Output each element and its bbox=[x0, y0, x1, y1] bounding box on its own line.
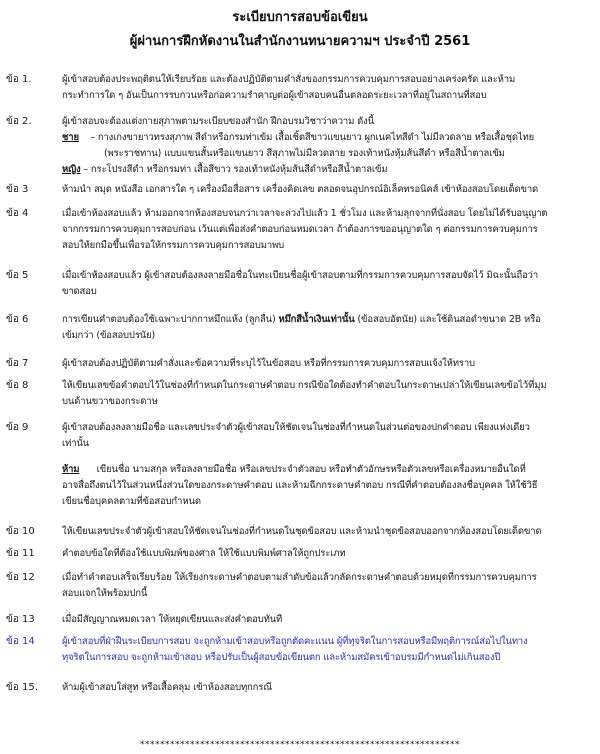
male-label: ชาย bbox=[62, 132, 79, 143]
rule-14-text bbox=[62, 634, 590, 666]
rule-10-label: ข้อ 10 bbox=[6, 526, 35, 537]
rule-3-text bbox=[62, 182, 590, 198]
rule-6-bold: หมึกสีน้ำเงินเท่านั้น bbox=[278, 314, 355, 325]
rule-5-label: ข้อ 5 bbox=[6, 270, 29, 281]
rule-2-male-line-2: (พระราชทาน) แบบแขนสั้นหรือแขนยาว สีสุภาพไม่มีลวดลาย รองเท้าหนังหุ้มส้นสีดำ หรือสีน้ำตาลเข้ม bbox=[104, 148, 505, 159]
rule-9-label: ข้อ 9 bbox=[6, 422, 29, 433]
rule-15-line-1: ห้ามผู้เข้าสอบใส่สูท หรือเสื้อคลุม เข้าห้องสอบทุกกรณี bbox=[62, 682, 272, 693]
rule-13-text bbox=[62, 612, 590, 628]
prohibit-text-1: เขียนชื่อ นามสกุล หรือลงลายมือชื่อ หรือเลขประจำตัวสอบ หรือทำตัวอักษรหรือตัวเลขหรือเครื่องหมายอื่นใดที่ bbox=[96, 464, 526, 475]
rule-9-prohibit-line-3: เขียนชื่อบุคคลตามที่ข้อสอบกำหนด bbox=[62, 496, 201, 507]
rule-15-text bbox=[62, 680, 590, 696]
document-title: ระเบียบการสอบข้อเขียน bbox=[232, 10, 368, 25]
rule-6-text bbox=[62, 312, 590, 344]
rule-6-line-1 bbox=[62, 312, 590, 328]
rule-1-label: ข้อ 1. bbox=[6, 74, 32, 85]
rule-1-line-2: กระทำการใด ๆ อันเป็นการรบกวนหรือก่อความรำคาญต่อผู้เข้าสอบคนอื่นตลอดระยะเวลาที่อยู่ในสถานที่สอบ bbox=[62, 90, 487, 101]
rule-5-text bbox=[62, 268, 590, 300]
rule-9-line-2: เท่านั้น bbox=[62, 438, 90, 449]
rule-12-line-2: สอบแจกให้พร้อมปกนี้ bbox=[62, 588, 148, 599]
rule-2-text bbox=[62, 114, 590, 178]
rule-10-text bbox=[62, 524, 590, 540]
rule-13-label: ข้อ 13 bbox=[6, 614, 35, 625]
rule-12-line-1: เมื่อทำคำตอบเสร็จเรียบร้อย ให้เรียงกระดาษคำตอบตามลำดับข้อแล้วกลัดกระดาษคำตอบด้วยหมุดที่กรรมการควบคุมการ bbox=[62, 572, 537, 583]
rule-14-line-2: ทุจริตในการสอบ จะถูกห้ามเข้าสอบ หรือปรับเป็นผู้สอบข้อเขียนตก และห้ามสมัครเข้าอบรมมีกำหนดไม่เกินสองปี bbox=[62, 652, 501, 663]
rule-13-line-1: เมื่อมีสัญญาณหมดเวลา ให้หยุดเขียนและส่งคำตอบทันที bbox=[62, 614, 283, 625]
rule-12-text bbox=[62, 570, 590, 602]
female-dress: – กระโปรงสีดำ หรือกรมท่า เสื้อสีขาว รองเท้าหนังหุ้มส้นสีดำหรือสีน้ำตาลเข้ม bbox=[83, 164, 388, 175]
rule-9-prohibition bbox=[62, 462, 590, 510]
rule-8-text bbox=[62, 378, 590, 410]
rule-11-line-1: คำตอบข้อใดที่ต้องใช้แบบพิมพ์ของศาล ให้ใช้แบบพิมพ์ศาลให้ถูกประเภท bbox=[62, 548, 346, 559]
rule-4-text bbox=[62, 206, 590, 254]
rule-7-text bbox=[62, 356, 590, 372]
rule-3-label: ข้อ 3 bbox=[6, 184, 29, 195]
rule-7-line-1: ผู้เข้าสอบต้องปฏิบัติตามคำสั่งและข้อความที่ระบุไว้ในข้อสอบ หรือที่กรรมการควบคุมการสอบแจ้งให้ทราบ bbox=[62, 358, 475, 369]
rule-2-male-line-1 bbox=[62, 130, 590, 146]
male-dress-1: – กางเกงขายาวทรงสุภาพ สีดำหรือกรมท่าเข้ม เสื้อเชิ้ตสีขาวแขนยาว ผูกเนคไทสีดำ ไม่มีลวดลาย หรือเสื้อชุดไทย bbox=[90, 132, 535, 143]
rule-2-label: ข้อ 2. bbox=[6, 116, 32, 127]
rule-4-line-1: เมื่อเข้าห้องสอบแล้ว ห้ามออกจากห้องสอบจนกว่าเวลาจะล่วงไปแล้ว 1 ชั่วโมง และห้ามลุกจากที่นั่งสอบ โดยไม่ได้รับอนุญาต bbox=[62, 208, 548, 219]
rule-7-label: ข้อ 7 bbox=[6, 358, 29, 369]
rule-1-text bbox=[62, 72, 590, 104]
prohibit-label: ห้าม bbox=[62, 464, 80, 475]
rule-14-line-1: ผู้เข้าสอบที่ฝ่าฝืนระเบียบการสอบ จะถูกห้ามเข้าสอบหรือถูกตัดคะแนน ผู้ที่ทุจริตในการสอบหรือมีพฤติการณ์ส่อไปในทาง bbox=[62, 636, 528, 647]
rule-4-label: ข้อ 4 bbox=[6, 208, 29, 219]
rule-8-line-1: ให้เขียนเลขข้อคำตอบไว้ในช่องที่กำหนดในกระดาษคำตอบ กรณีข้อใดต้องทำคำตอบในกระดาษเปล่าให้เขียนเลขข้อไว้ที่มุม bbox=[62, 380, 547, 391]
rule-9-prohibit-line-1 bbox=[62, 462, 590, 478]
rule-12-label: ข้อ 12 bbox=[6, 572, 35, 583]
rule-6-label: ข้อ 6 bbox=[6, 314, 29, 325]
rule-2-female-line bbox=[62, 162, 590, 178]
rule-4-line-3: สอบให้ยกมือขึ้นเพื่อรอให้กรรมการควบคุมการสอบมาพบ bbox=[62, 240, 284, 251]
rule-6-tail: (ข้อสอบอัตนัย) และใช้ดินสอดำขนาด 2B หรือ bbox=[357, 314, 541, 325]
rule-9-prohibit-line-2: อาจสื่อถึงตนไว้ในส่วนหนึ่งส่วนใดของกระดาษคำตอบ และห้ามฉีกกระดาษคำตอบ กรณีที่คำตอบต้องลงชื่อบุคคล ให้ใช้วิธี bbox=[62, 480, 538, 491]
rule-8-label: ข้อ 8 bbox=[6, 380, 29, 391]
footer-separator: **************************************************************** bbox=[140, 740, 460, 750]
rule-4-line-2: จากกรรมการควบคุมการสอบก่อน เว้นแต่เพื่อส่งคำตอบก่อนหมดเวลา ถ้าต้องการขออนุญาตใด ๆ ต่อกรรมการควบคุมการ bbox=[62, 224, 538, 235]
rule-9-line-1: ผู้เข้าสอบต้องลงลายมือชื่อ และเลขประจำตัวผู้เข้าสอบให้ชัดเจนในช่องที่กำหนดในส่วนต่อของปกคำตอบ เพียงแห่งเดียว bbox=[62, 422, 530, 433]
rule-10-line-1: ให้เขียนเลขประจำตัวผู้เข้าสอบให้ชัดเจนในช่องที่กำหนดในชุดข้อสอบ และห้ามนำชุดข้อสอบออกจากห้องสอบโดยเด็ดขาด bbox=[62, 526, 542, 537]
rule-14-label: ข้อ 14 bbox=[6, 636, 35, 647]
rule-11-label: ข้อ 11 bbox=[6, 548, 35, 559]
rule-8-line-2: บนด้านขวาของกระดาษ bbox=[62, 396, 158, 407]
rule-6-lead: การเขียนคำตอบต้องใช้เฉพาะปากกาหมึกแห้ง (ลูกลื่น) bbox=[62, 314, 276, 325]
rule-2-intro: ผู้เข้าสอบจะต้องแต่งกายสุภาพตามระเบียบของสำนัก ฝึกอบรมวิชาว่าความ ดังนี้ bbox=[62, 116, 374, 127]
rule-5-line-2: ขาดสอบ bbox=[62, 286, 97, 297]
rule-3-line-1: ห้ามนำ สมุด หนังสือ เอกสารใด ๆ เครื่องมือสื่อสาร เครื่องคิดเลข ตลอดจนอุปกรณ์อิเล็คทรอนิคส์ เข้าห้องสอบโดยเด็ดขาด bbox=[62, 184, 539, 195]
rule-11-text bbox=[62, 546, 590, 562]
rule-1-line-1: ผู้เข้าสอบต้องประพฤติตนให้เรียบร้อย และต้องปฏิบัติตามคำสั่งของกรรมการควบคุมการสอบอย่างเคร่งครัด และห้าม bbox=[62, 74, 516, 85]
rule-5-line-1: เมื่อเข้าห้องสอบแล้ว ผู้เข้าสอบต้องลงลายมือชื่อในทะเบียนชื่อผู้เข้าสอบตามที่กรรมการควบคุมการสอบจัดไว้ มิฉะนั้นถือว่า bbox=[62, 270, 539, 281]
female-label: หญิง bbox=[62, 164, 81, 175]
rule-6-line-2: เข้มกว่า (ข้อสอบปรนัย) bbox=[62, 330, 156, 341]
rule-15-label: ข้อ 15. bbox=[6, 682, 38, 693]
document-subtitle: ผู้ผ่านการฝึกหัดงานในสำนักงานทนายความฯ ประจำปี 2561 bbox=[129, 34, 471, 49]
rule-9-text bbox=[62, 420, 590, 452]
